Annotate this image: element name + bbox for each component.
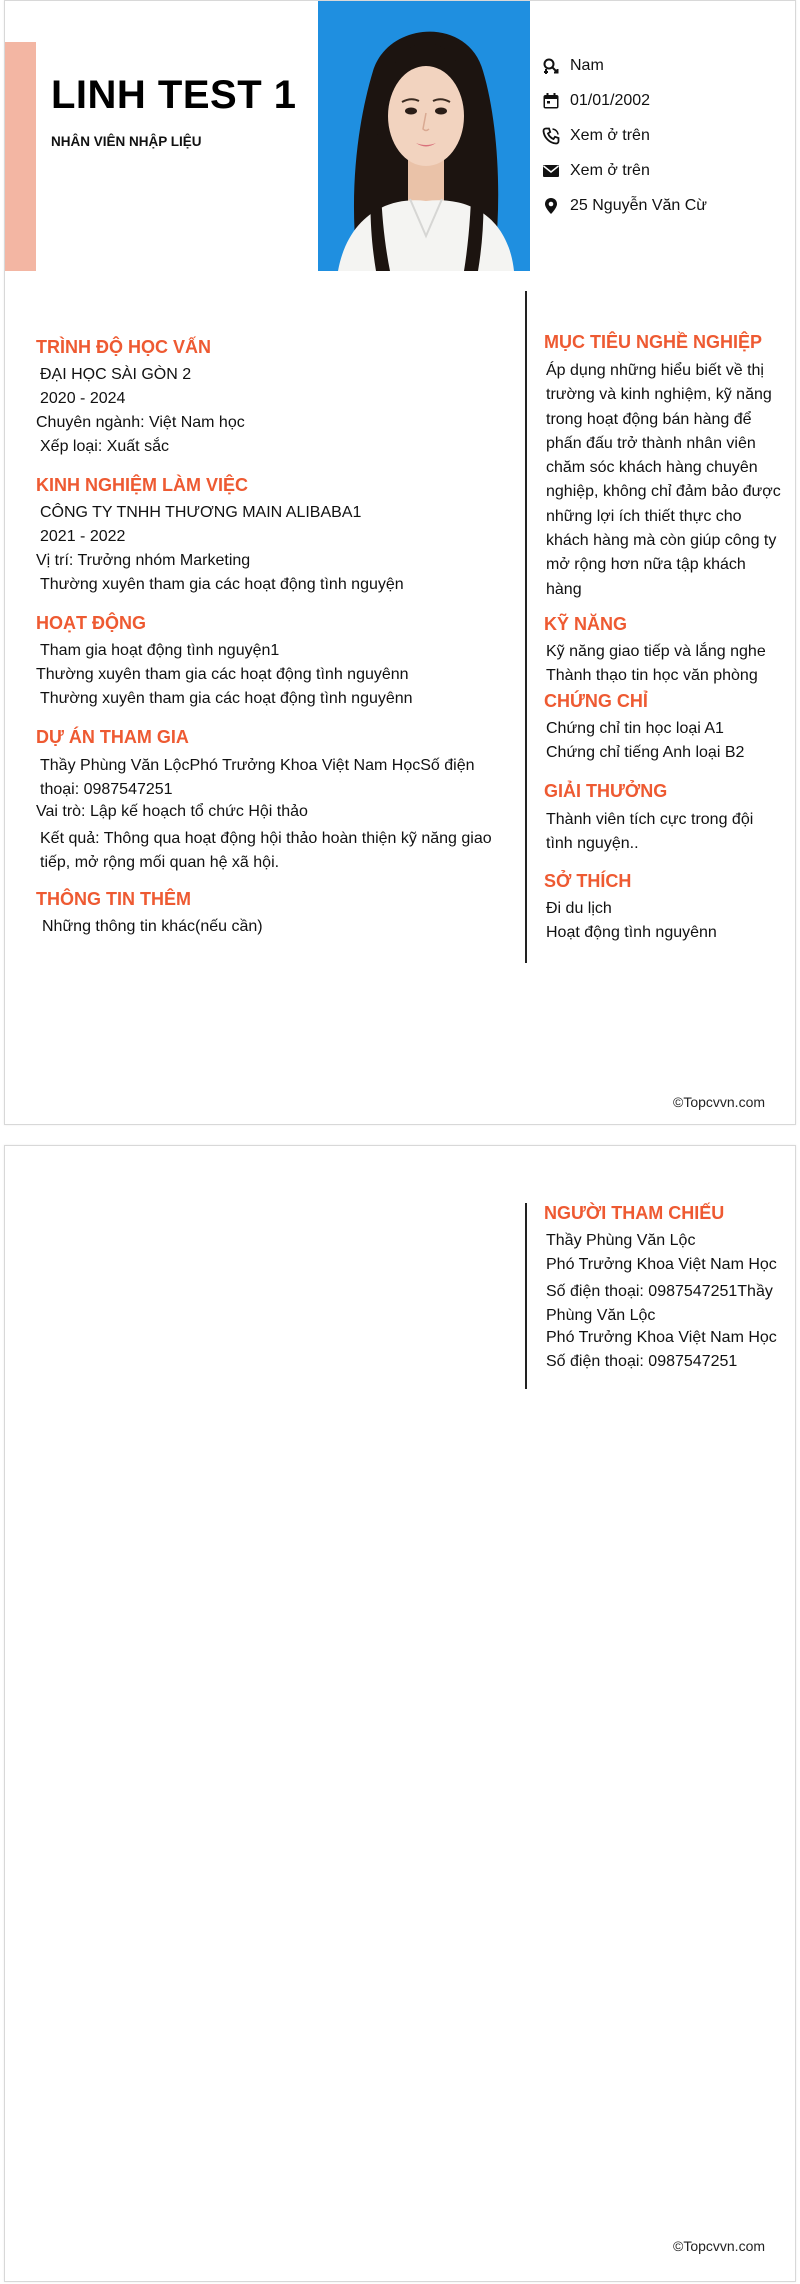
contact-email xyxy=(541,159,650,183)
accent-bar xyxy=(5,42,36,271)
column-divider xyxy=(525,291,527,963)
skill-item: Kỹ năng giao tiếp và lắng nghe xyxy=(546,643,766,660)
activity-item: Thường xuyên tham gia các hoạt động tình nguyênn xyxy=(36,666,409,683)
reference-line: Phó Trưởng Khoa Việt Nam Học xyxy=(546,1329,777,1346)
activity-item: Tham gia hoạt động tình nguyện1 xyxy=(40,642,280,659)
skills-title: KỸ NĂNG xyxy=(544,614,628,634)
certificate-item: Chứng chỉ tin học loại A1 xyxy=(546,720,724,737)
awards-text: Thành viên tích cực trong đội tình nguyện.. xyxy=(546,811,754,853)
experience-company: CÔNG TY TNHH THƯƠNG MAIN ALIBABA1 xyxy=(40,504,362,521)
gender-value: Nam xyxy=(570,57,604,74)
contact-birthday xyxy=(541,89,650,113)
phone-icon xyxy=(541,126,561,146)
column-divider xyxy=(525,1203,527,1389)
cv-page-2 xyxy=(4,1145,796,2282)
education-school: ĐẠI HỌC SÀI GÒN 2 xyxy=(40,366,192,383)
more-info-text: Những thông tin khác(nếu cần) xyxy=(42,918,263,935)
project-result: Kết quả: Thông qua hoạt động hội thảo hoàn thiện kỹ năng giao tiếp, mở rộng mối quan hệ xã hội. xyxy=(40,830,492,872)
certificates-title: CHỨNG CHỈ xyxy=(544,691,648,711)
cv-page-1 xyxy=(4,0,796,1125)
reference-line: Phó Trưởng Khoa Việt Nam Học xyxy=(546,1256,777,1273)
objective-text: Áp dụng những hiểu biết về thị trường và kinh nghiệm, kỹ năng trong hoạt động bán hàng để phấn đấu trở thành nhân viên chăm sóc khách hàng chuyên nghiệp, không chỉ đảm bảo được những lợi ích thiết thực cho khách hàng mà còn giúp công ty mở rộng hơn nữa tập khách hàng xyxy=(546,362,781,598)
experience-position: Vị trí: Trưởng nhóm Marketing xyxy=(36,552,251,569)
gender-icon xyxy=(541,56,561,76)
calendar-icon xyxy=(541,91,561,111)
project-role: Vai trò: Lập kế hoạch tổ chức Hội thảo xyxy=(36,803,308,820)
objective-title: MỤC TIÊU NGHỀ NGHIỆP xyxy=(544,332,763,352)
footer-brand: ©Topcvvn.com xyxy=(673,2238,766,2254)
activity-item: Thường xuyên tham gia các hoạt động tình nguyênn xyxy=(40,690,413,707)
hobbies-title: SỞ THÍCH xyxy=(544,871,632,891)
awards-title: GIẢI THƯỞNG xyxy=(544,781,668,801)
contact-gender xyxy=(541,54,604,78)
envelope-icon xyxy=(541,161,561,181)
phone-value: Xem ở trên xyxy=(570,127,650,144)
email-value: Xem ở trên xyxy=(570,162,650,179)
education-major: Chuyên ngành: Việt Nam học xyxy=(36,414,245,431)
experience-description: Thường xuyên tham gia các hoạt động tình nguyện xyxy=(40,576,404,593)
projects-title: DỰ ÁN THAM GIA xyxy=(36,727,189,747)
more-info-title: THÔNG TIN THÊM xyxy=(36,889,191,909)
profile-photo xyxy=(318,1,530,271)
address-value: 25 Nguyễn Văn Cừ xyxy=(570,197,708,214)
hobby-item: Hoạt động tình nguyênn xyxy=(546,924,717,941)
candidate-name: LINH TEST 1 xyxy=(51,73,297,117)
reference-line: Số điện thoại: 0987547251Thầy Phùng Văn Lộc xyxy=(546,1283,773,1325)
footer-brand: ©Topcvvn.com xyxy=(673,1094,766,1110)
reference-line: Thầy Phùng Văn Lộc xyxy=(546,1232,696,1249)
experience-period: 2021 - 2022 xyxy=(40,528,126,545)
hobby-item: Đi du lịch xyxy=(546,900,612,917)
contact-phone xyxy=(541,124,650,148)
birthday-value: 01/01/2002 xyxy=(570,92,651,109)
education-grade: Xếp loại: Xuất sắc xyxy=(40,438,169,455)
education-period: 2020 - 2024 xyxy=(40,390,126,407)
education-title: TRÌNH ĐỘ HỌC VẤN xyxy=(36,337,211,357)
location-pin-icon xyxy=(541,196,561,216)
skill-item: Thành thạo tin học văn phòng xyxy=(546,667,758,684)
experience-title: KINH NGHIỆM LÀM VIỆC xyxy=(36,475,249,495)
references-title: NGƯỜI THAM CHIẾU xyxy=(544,1203,725,1223)
job-title: NHÂN VIÊN NHẬP LIỆU xyxy=(51,134,202,149)
activities-title: HOẠT ĐỘNG xyxy=(36,613,146,633)
contact-address xyxy=(541,194,707,218)
reference-line: Số điện thoại: 0987547251 xyxy=(546,1353,738,1370)
certificate-item: Chứng chỉ tiếng Anh loại B2 xyxy=(546,744,745,761)
project-contact: Thầy Phùng Văn LộcPhó Trưởng Khoa Việt Nam HọcSố điện thoại: 0987547251 xyxy=(40,757,475,799)
